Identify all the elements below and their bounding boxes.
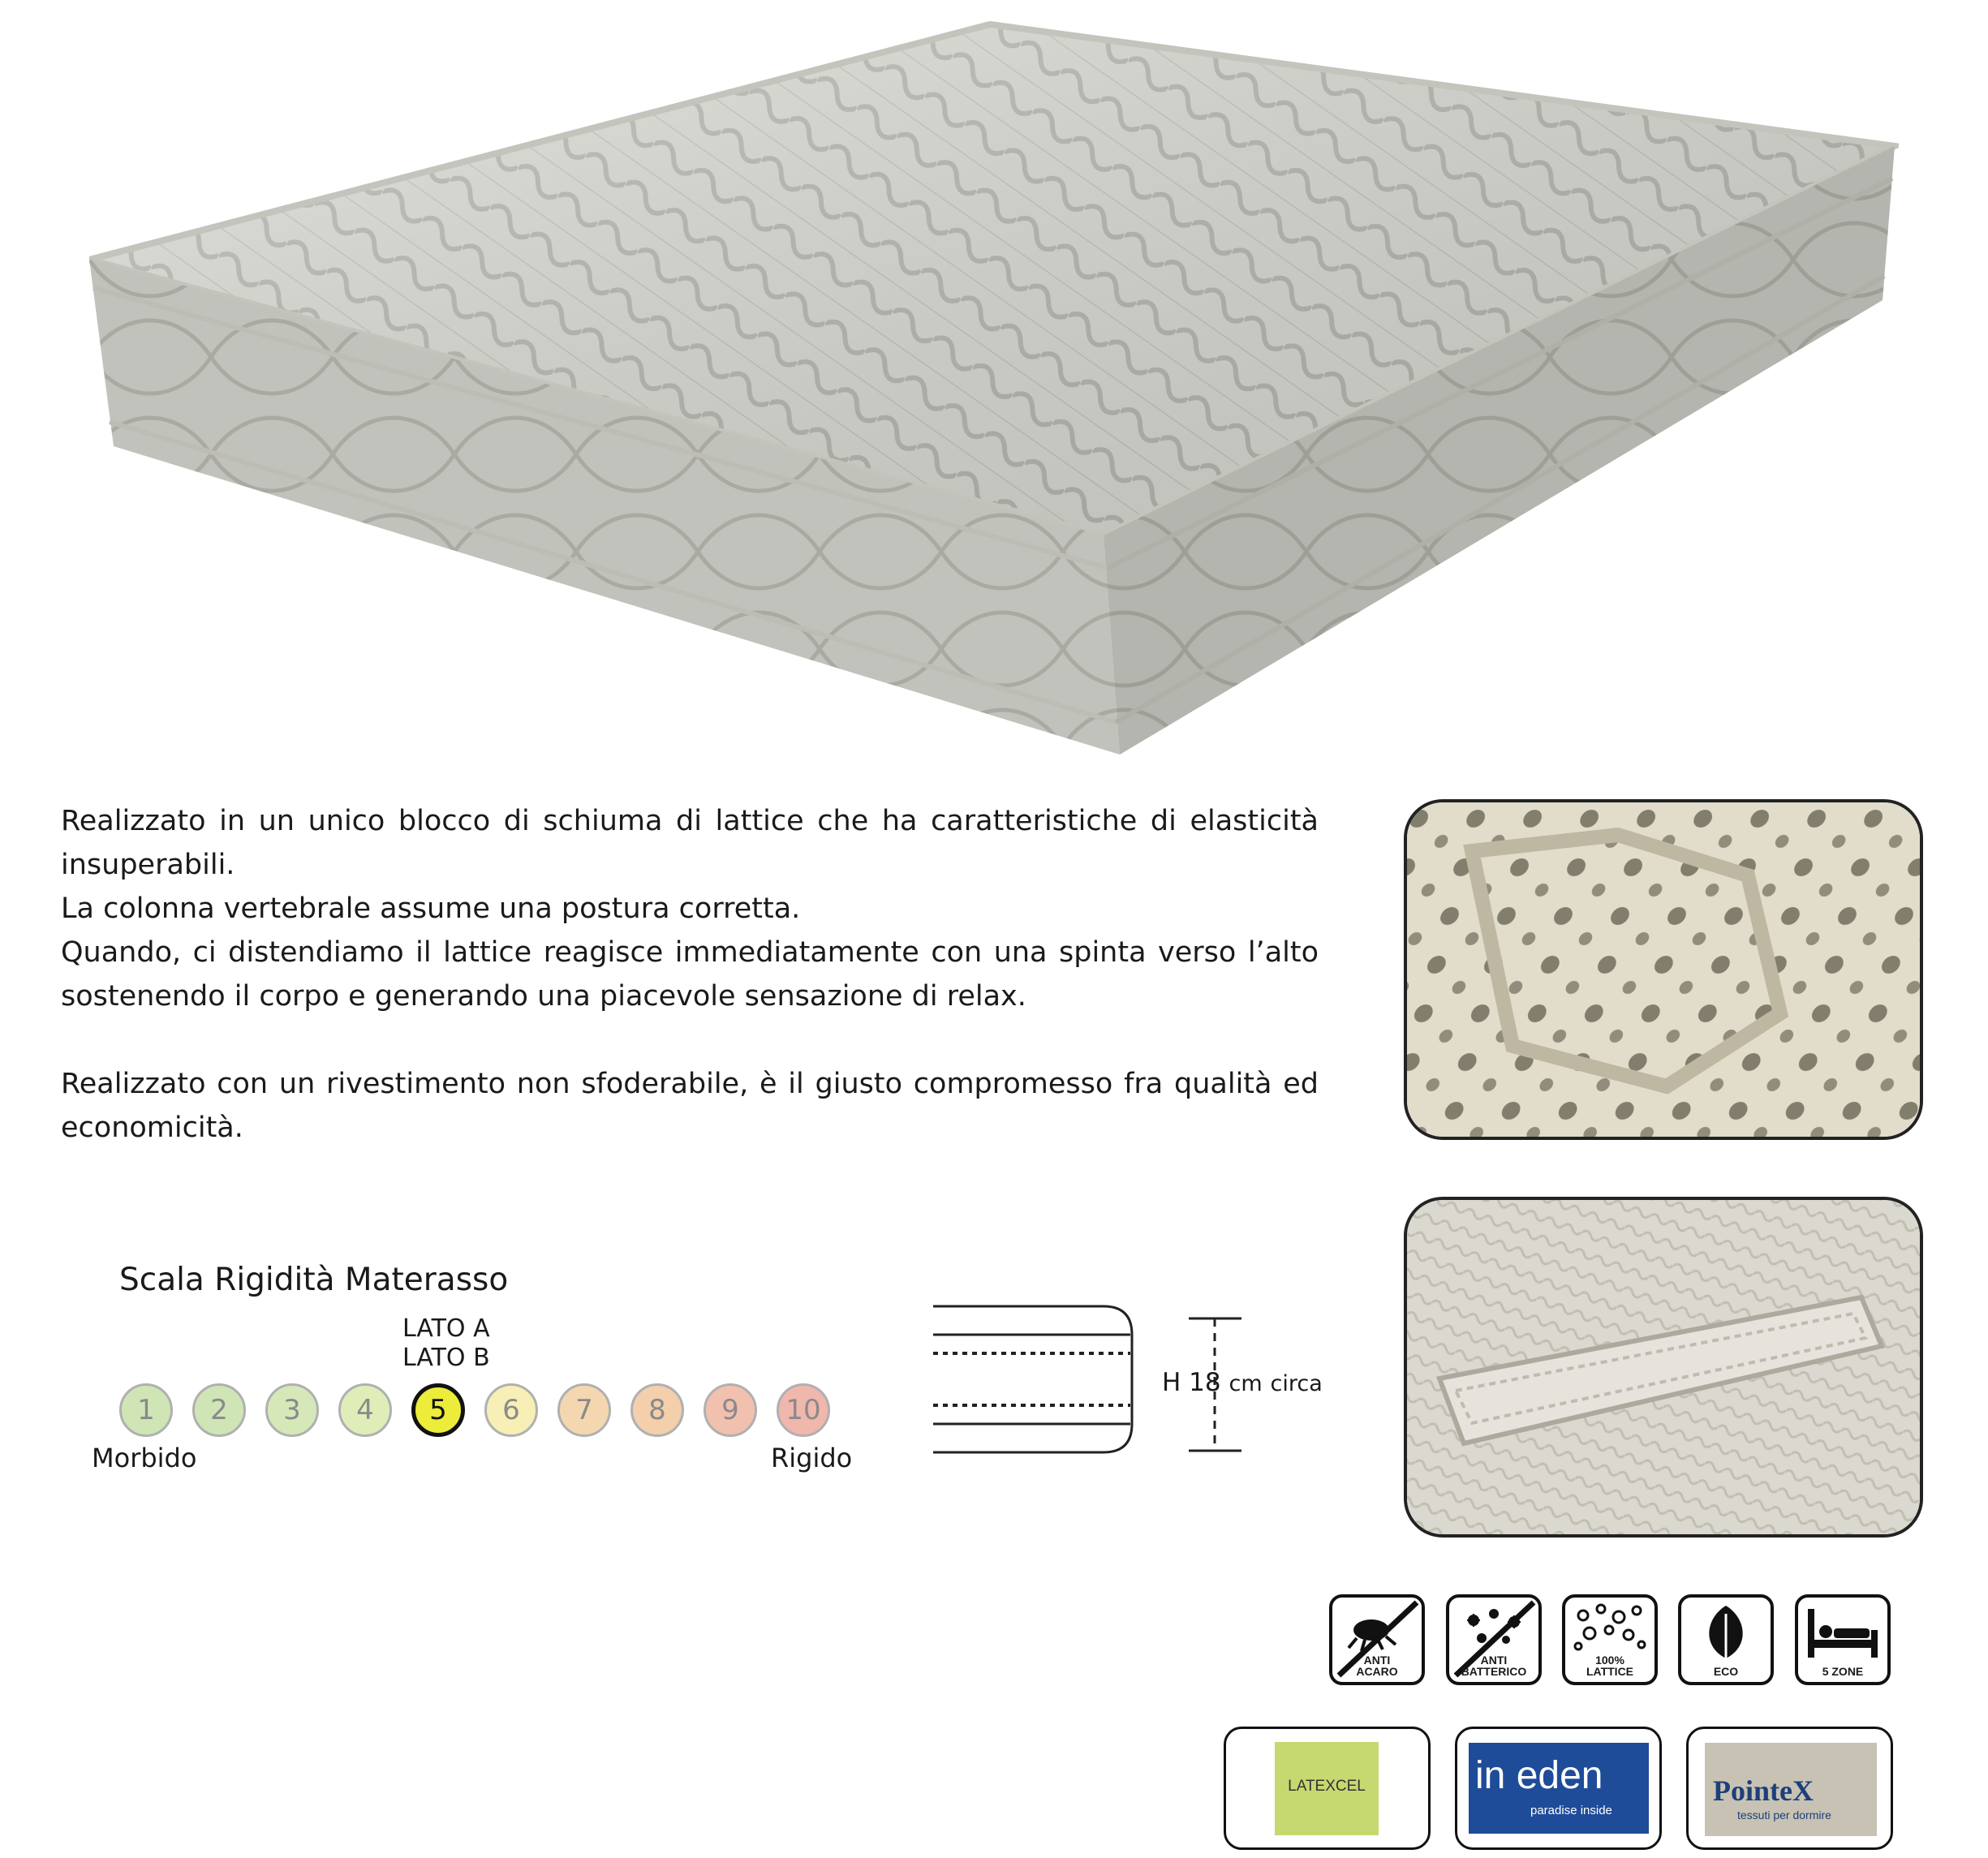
firmness-level-9: 9	[704, 1383, 757, 1437]
firmness-level-1: 1	[119, 1383, 173, 1437]
firmness-level-10: 10	[777, 1383, 830, 1437]
leaf-icon	[1678, 1594, 1774, 1685]
firmness-level-2: 2	[192, 1383, 246, 1437]
firmness-level-8: 8	[630, 1383, 684, 1437]
feature-caption: ECO	[1713, 1665, 1739, 1678]
description-paragraph: La colonna vertebrale assume una postura corretta.	[61, 892, 801, 925]
firmness-level-5: 5	[411, 1383, 465, 1437]
side-b-label: LATO B	[402, 1344, 490, 1372]
eden-logo-in: in	[1475, 1754, 1506, 1797]
anti-mite-icon	[1329, 1594, 1425, 1685]
eden-logo	[1455, 1727, 1662, 1850]
pointex-logo	[1686, 1727, 1893, 1850]
eden-logo-name: eden	[1516, 1754, 1603, 1797]
antibacterial-icon	[1446, 1594, 1542, 1685]
height-prefix: H	[1162, 1368, 1181, 1397]
soft-label: Morbido	[92, 1443, 197, 1473]
firm-label: Rigido	[771, 1443, 853, 1473]
eden-logo-tagline: paradise inside	[1530, 1804, 1612, 1817]
product-description	[61, 799, 1319, 1150]
firmness-scale-title: Scala Rigidità Materasso	[119, 1262, 509, 1298]
description-paragraph: Quando, ci distendiamo il lattice reagisce immediatamente con una spinta verso l’alto sostenendo il corpo e generando una piacevole sensazione di relax.	[61, 936, 1319, 1013]
latexcel-logo-text: LATEXCEL	[1288, 1778, 1366, 1795]
feature-caption: LATTICE	[1586, 1665, 1634, 1678]
handle-detail-photo	[1404, 1197, 1923, 1538]
firmness-level-6: 6	[484, 1383, 538, 1437]
height-label	[1162, 1368, 1323, 1397]
height-value: 18	[1189, 1368, 1221, 1397]
firmness-level-7: 7	[557, 1383, 611, 1437]
pointex-logo-name: PointeX	[1713, 1774, 1814, 1807]
feature-caption: ANTI	[1480, 1654, 1508, 1667]
bed-zones-icon	[1795, 1594, 1891, 1685]
latex-core-photo	[1404, 799, 1923, 1140]
latexcel-logo	[1224, 1727, 1431, 1850]
description-paragraph: Realizzato in un unico blocco di schiuma di lattice che ha caratteristiche di elasticità insuperabili.	[61, 805, 1319, 881]
height-unit: cm	[1229, 1371, 1263, 1396]
feature-caption: 5 ZONE	[1822, 1665, 1864, 1678]
firmness-level-3: 3	[265, 1383, 319, 1437]
latex-bubbles-icon	[1562, 1594, 1658, 1685]
pointex-logo-tagline: tessuti per dormire	[1737, 1809, 1831, 1821]
firmness-level-4: 4	[338, 1383, 392, 1437]
feature-caption: 100%	[1595, 1654, 1624, 1667]
mattress-photo	[89, 16, 1899, 771]
side-a-label: LATO A	[402, 1314, 490, 1343]
feature-caption: BATTERICO	[1461, 1665, 1527, 1678]
description-paragraph: Realizzato con un rivestimento non sfoderabile, è il giusto compromesso fra qualità ed economicità.	[61, 1068, 1319, 1144]
height-approx: circa	[1270, 1371, 1323, 1396]
feature-caption: ACARO	[1356, 1665, 1398, 1678]
feature-caption: ANTI	[1363, 1654, 1391, 1667]
